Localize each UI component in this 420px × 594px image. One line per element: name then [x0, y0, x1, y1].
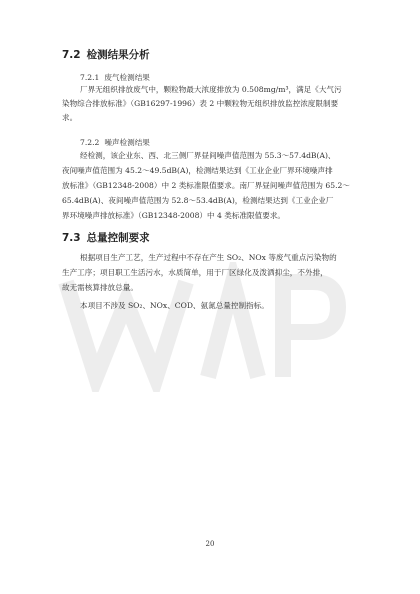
page-number: 20: [205, 540, 215, 548]
paragraph-line: 故无需核算排放总量。: [62, 283, 138, 292]
subsection-heading-7-2-2: 7.2.2 噪声检测结果: [80, 138, 150, 147]
paragraph-line: 根据项目生产工艺，生产过程中不存在产生 SO₂、NOx 等废气重点污染物的: [80, 253, 337, 262]
section-heading-7-3: 7.3 总量控制要求: [62, 232, 150, 244]
paragraph-line: 本项目不涉及 SO₂、NOx、COD、氨氮总量控制指标。: [80, 301, 269, 310]
subsection-heading-7-2-1: 7.2.1 废气检测结果: [80, 73, 150, 82]
paragraph-line: 经检测，该企业东、西、北三侧厂界昼间噪声值范围为 55.3～57.4dB(A)、: [80, 151, 336, 160]
paragraph-line: 厂界无组织排放废气中，颗粒物最大浓度排放为 0.508mg/m³，满足《大气污: [80, 85, 342, 94]
paragraph-line: 放标准》（GB12348-2008）中 2 类标准限值要求。南厂界昼间噪声值范围为 65.2～: [62, 181, 350, 190]
paragraph-line: 65.4dB(A)、夜间噪声值范围为 52.8～53.4dB(A)，检测结果达到《工业企业厂: [62, 196, 334, 205]
paragraph-line: 生产工序；项目职工生活污水，水质简单，用于厂区绿化及泼洒抑尘，不外排，: [62, 268, 328, 277]
paragraph-line: 夜间噪声值范围为 45.2～49.5dB(A)，检测结果达到《工业企业厂界环境噪声排: [62, 166, 333, 175]
paragraph-line: 染物综合排放标准》（GB16297-1996）表 2 中颗粒物无组织排放监控浓度限制要: [62, 99, 339, 108]
paragraph-line: 界环境噪声排放标准》（GB12348-2008）中 4 类标准限值要求。: [62, 211, 286, 220]
paragraph-line: 求。: [62, 113, 78, 122]
section-heading-7-2: 7.2 检测结果分析: [62, 49, 150, 61]
watermark-logo: [58, 262, 358, 392]
